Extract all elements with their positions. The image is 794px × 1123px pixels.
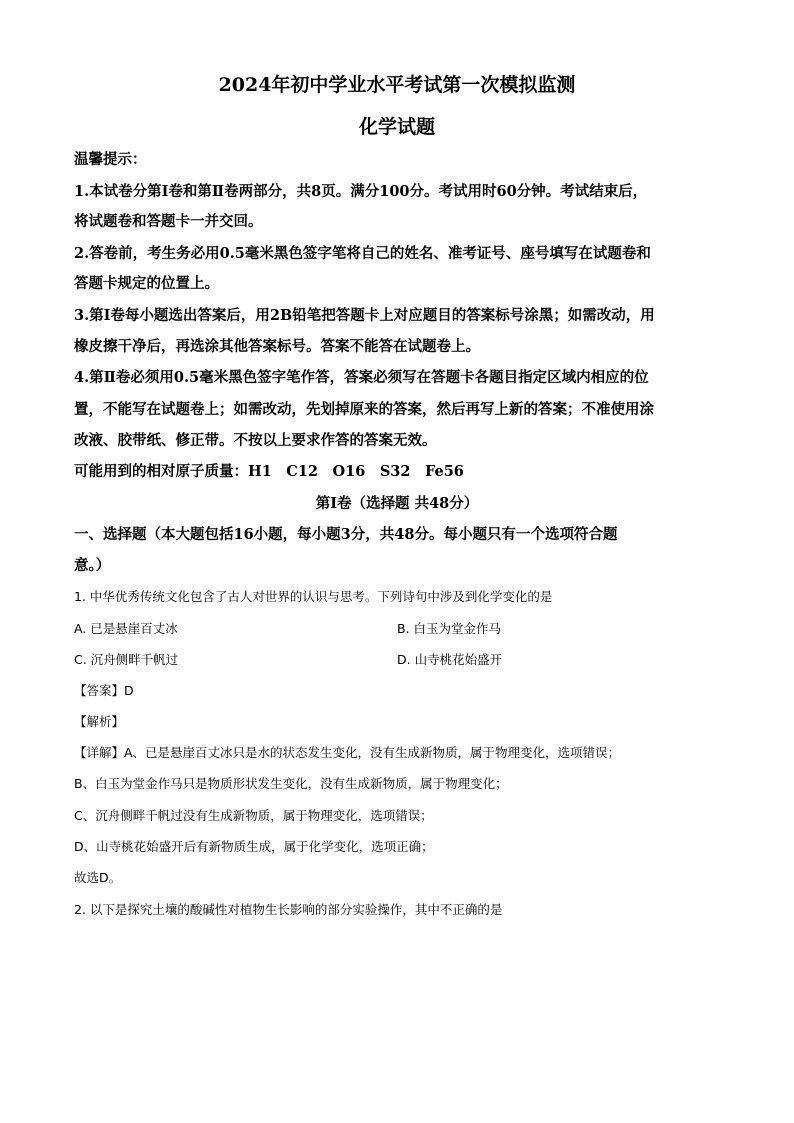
- notice-line: 答题卡规定的位置上。: [74, 275, 219, 292]
- notice-line: 置，不能写在试题卷上；如需改动，先划掉原来的答案，然后再写上新的答案；不准使用涂: [74, 401, 654, 418]
- q1-answer: 【答案】D: [74, 683, 134, 698]
- q1-explanation-line: 【详解】A、已是悬崖百丈冰只是水的状态发生变化，没有生成新物质，属于物理变化，选项错误；: [74, 745, 621, 760]
- q2-stem: 2. 以下是探究土壤的酸碱性对植物生长影响的部分实验操作，其中不正确的是: [74, 902, 503, 917]
- exam-title: 2024年初中学业水平考试第一次模拟监测: [218, 74, 576, 96]
- q1-option-a: A. 已是悬崖百丈冰: [74, 621, 178, 636]
- section-intro: 意。）: [74, 557, 111, 574]
- notice-line: 改液、胶带纸、修正带。不按以上要求作答的答案无效。: [74, 432, 437, 449]
- notice-line: 4.第Ⅱ卷必须用0.5毫米黑色签字笔作答，答案必须写在答题卡各题目指定区域内相应的位: [74, 369, 649, 386]
- q1-explanation-line: 故选D。: [74, 870, 122, 885]
- q1-stem: 1. 中华优秀传统文化包含了古人对世界的认识与思考。下列诗句中涉及到化学变化的是: [74, 589, 553, 604]
- atomic-mass-line: 可能用到的相对原子质量：H1 C12 O16 S32 Fe56: [74, 463, 464, 480]
- q1-option-c: C. 沉舟侧畔千帆过: [74, 652, 179, 667]
- q1-analysis-label: 【解析】: [74, 714, 125, 729]
- q1-explanation-line: D、山寺桃花始盛开后有新物质生成，属于化学变化，选项正确；: [74, 839, 434, 854]
- notice-line: 2.答卷前，考生务必用0.5毫米黑色签字笔将自己的姓名、准考证号、座号填写在试题卷和: [74, 245, 651, 262]
- q1-explanation-line: B、白玉为堂金作马只是物质形状发生变化，没有生成新物质，属于物理变化；: [74, 776, 508, 791]
- section-title: 第Ⅰ卷（选择题 共48分）: [315, 495, 479, 512]
- notice-line: 将试题卷和答题卡一并交回。: [74, 213, 263, 230]
- exam-subtitle: 化学试题: [358, 116, 435, 138]
- q1-option-b: B. 白玉为堂金作马: [397, 621, 502, 636]
- notice-line: 橡皮擦干净后，再选涂其他答案标号。答案不能答在试题卷上。: [74, 338, 480, 355]
- notice-heading: 温馨提示：: [74, 151, 147, 168]
- notice-line: 1.本试卷分第Ⅰ卷和第Ⅱ卷两部分，共8页。满分100分。考试用时60分钟。考试结束后，: [74, 183, 648, 200]
- q1-option-d: D. 山寺桃花始盛开: [397, 652, 503, 667]
- section-intro: 一、选择题（本大题包括16小题，每小题3分，共48分。每小题只有一个选项符合题: [74, 526, 618, 543]
- q1-explanation-line: C、沉舟侧畔千帆过没有生成新物质，属于物理变化，选项错误；: [74, 808, 433, 823]
- notice-line: 3.第Ⅰ卷每小题选出答案后，用2B铅笔把答题卡上对应题目的答案标号涂黑；如需改动，用: [74, 307, 655, 324]
